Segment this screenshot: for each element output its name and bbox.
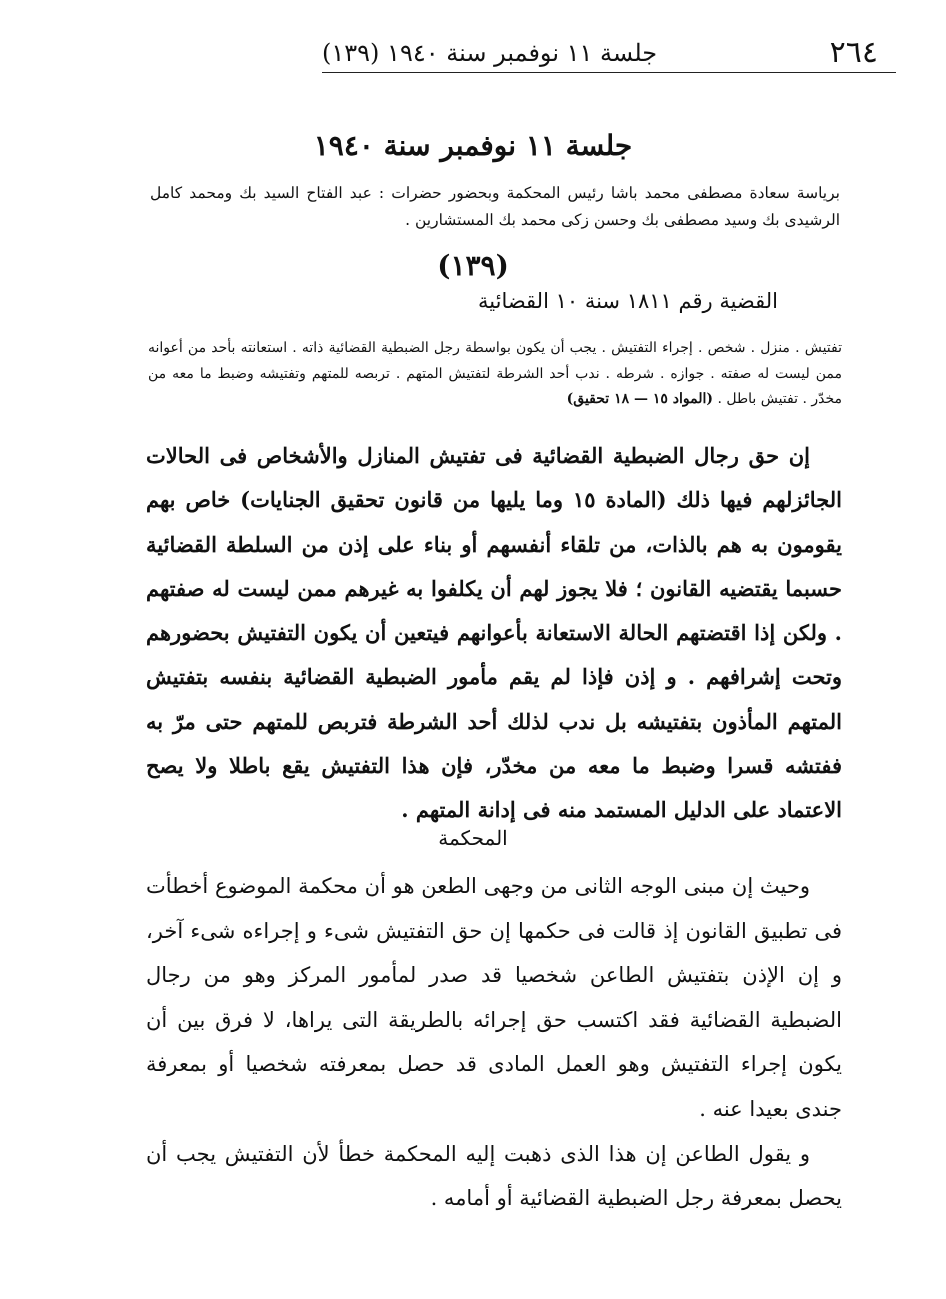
- court-paragraph: و يقول الطاعن إن هذا الذى ذهبت إليه المحكمة خطأ لأن التفتيش يجب أن يحصل بمعرفة رجل الضبطية القضائية أو أمامه .: [146, 1141, 842, 1211]
- header-rule: [322, 72, 896, 73]
- court-body: [146, 864, 842, 1221]
- articles-reference: (المواد ١٥ — ١٨ تحقيق): [566, 391, 714, 407]
- summary-text: تفتيش . منزل . شخص . إجراء التفتيش . يجب أن يكون بواسطة رجل الضبطية القضائية ذاته . استعانته بأحد من أعوانه ممن ليست له صفته . جوازه . شرطه . ندب أحد الشرطة لتفتيش المتهم . تربصه للمتهم وتفتيشه وضبط ما معه من مخدّر . تفتيش باطل .: [148, 340, 842, 407]
- running-title: جلسة ١١ نوفمبر سنة ١٩٤٠ (١٣٩): [322, 39, 658, 67]
- case-summary: [148, 336, 842, 413]
- case-title: القضية رقم ١٨١١ سنة ١٠ القضائية: [478, 289, 778, 313]
- court-heading: المحكمة: [438, 826, 508, 850]
- court-paragraph: وحيث إن مبنى الوجه الثانى من وجهى الطعن هو أن محكمة الموضوع أخطأت فى تطبيق القانون إذ قالت فى حكمها إن حق التفتيش شىء و إجراءه شىء آخر، و إن الإذن بتفتيش الطاعن شخصيا قد صدر لمأمور المركز وهو من رجال الضبطية القضائية فقد اكتسب حق إجرائه بالطريقة التى يراها، لا فرق بين أن يكون إجراء التفتيش وهو العمل المادى قد حصل بمعرفته شخصيا أو بمعرفة جندى بعيدا عنه .: [146, 874, 842, 1121]
- case-number: (١٣٩): [437, 249, 509, 282]
- running-header: [322, 30, 896, 70]
- presidency-text: برياسة سعادة مصطفى محمد باشا رئيس المحكمة وبحضور حضرات : عبد الفتاح السيد بك ومحمد كامل الرشيدى بك وسيد مصطفى بك وحسن زكى محمد بك المستشارين .: [150, 184, 840, 229]
- session-title: جلسة ١١ نوفمبر سنة ١٩٤٠: [313, 129, 633, 162]
- legal-principle: إن حق رجال الضبطية القضائية فى تفتيش المنازل والأشخاص فى الحالات الجائزلهم فيها ذلك (المادة ١٥ وما يليها من قانون تحقيق الجنايات) خاص بهم يقومون به هم بالذات، من تلقاء أنفسهم أو بناء على إذن من السلطة القضائية حسبما يقتضيه القانون ؛ فلا يجوز لهم أن يكلفوا به غيرهم ممن ليست له صفتهم . ولكن إذا اقتضتهم الحالة الاستعانة بأعوانهم فيتعين أن يكون التفتيش بحضورهم وتحت إشرافهم . و إذن فإذا لم يقم مأمور الضبطية القضائية بنفسه بتفتيش المتهم المأذون بتفتيشه بل ندب لذلك أحد الشرطة فتربص للمتهم حتى مرّ به ففتشه قسرا وضبط ما معه من مخدّر، فإن هذا التفتيش يقع باطلا ولا يصح الاعتماد على الدليل المستمد منه فى إدانة المتهم .: [146, 443, 842, 823]
- page-number: ٢٦٤: [829, 35, 878, 70]
